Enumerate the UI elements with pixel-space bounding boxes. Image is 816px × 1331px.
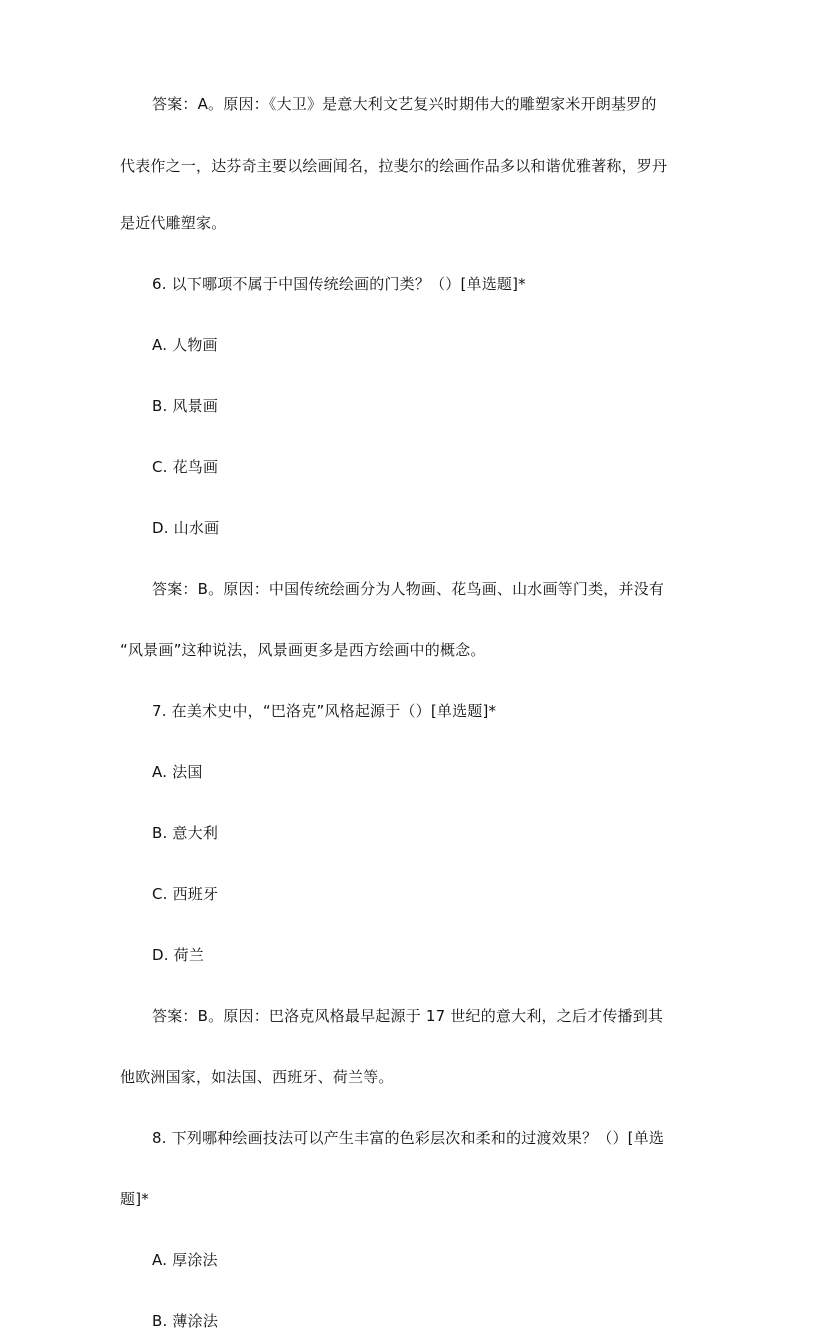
q8-question-line-1: 8. 下列哪种绘画技法可以产生丰富的色彩层次和柔和的过渡效果？（）[单选 [152, 1129, 665, 1147]
q7-option-d: D. 荷兰 [152, 946, 205, 964]
q6-question: 6. 以下哪项不属于中国传统绘画的门类？（）[单选题]* [152, 275, 526, 293]
q5-answer-line-1: 答案：A。原因：《大卫》是意大利文艺复兴时期伟大的雕塑家米开朗基罗的 [152, 95, 657, 113]
q6-option-b: B. 风景画 [152, 397, 219, 415]
q7-option-b: B. 意大利 [152, 824, 219, 842]
q8-option-b: B. 薄涂法 [152, 1312, 219, 1330]
q8-option-a: A. 厚涂法 [152, 1251, 218, 1269]
q6-option-d: D. 山水画 [152, 519, 220, 537]
q5-answer-line-3: 是近代雕塑家。 [120, 214, 227, 232]
q7-answer-line-2: 他欧洲国家，如法国、西班牙、荷兰等。 [120, 1068, 394, 1086]
q6-option-c: C. 花鸟画 [152, 458, 219, 476]
q6-answer-line-1: 答案：B。原因：中国传统绘画分为人物画、花鸟画、山水画等门类，并没有 [152, 580, 665, 598]
q6-answer-line-2: “风景画”这种说法，风景画更多是西方绘画中的概念。 [120, 641, 486, 659]
document-body [120, 94, 695, 1331]
q8-question-line-2: 题]* [120, 1190, 149, 1208]
q5-answer-line-2: 代表作之一，达芬奇主要以绘画闻名，拉斐尔的绘画作品多以和谐优雅著称，罗丹 [120, 157, 668, 175]
q7-option-c: C. 西班牙 [152, 885, 219, 903]
q7-answer-line-1: 答案：B。原因：巴洛克风格最早起源于 17 世纪的意大利，之后才传播到其 [152, 1007, 664, 1025]
q7-question: 7. 在美术史中，“巴洛克”风格起源于（）[单选题]* [152, 702, 497, 720]
q7-option-a: A. 法国 [152, 763, 203, 781]
q6-option-a: A. 人物画 [152, 336, 218, 354]
